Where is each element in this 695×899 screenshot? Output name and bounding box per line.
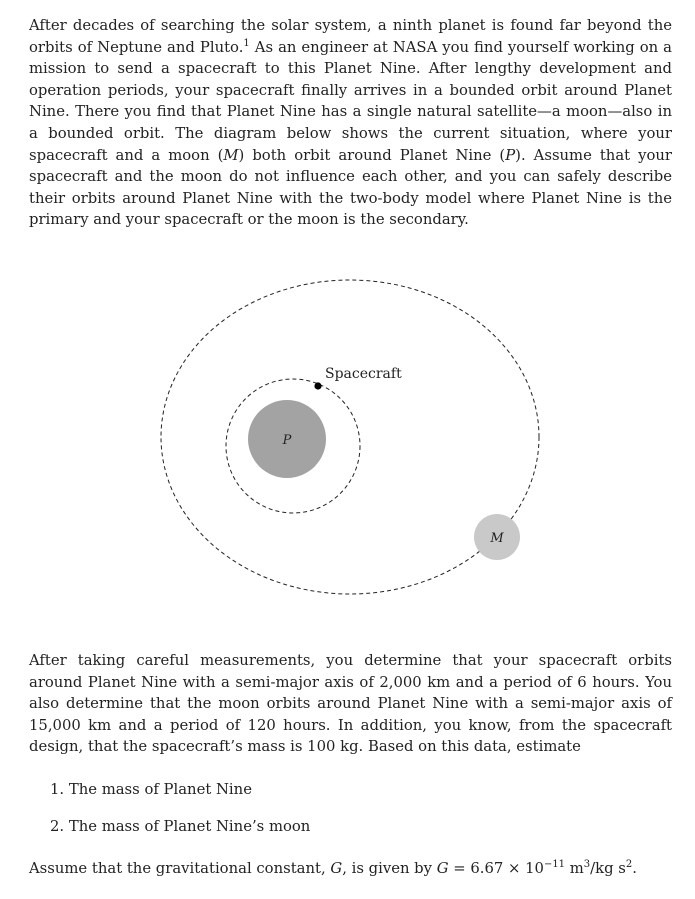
unit-s-exponent: 2 xyxy=(625,859,633,870)
task-list xyxy=(50,779,310,853)
constant-text-2: , is given by xyxy=(342,860,437,877)
list-item-number: 2. xyxy=(50,818,65,835)
intro-text-2: As an engineer at NASA you find yourself working on a mission to send a spacecraft to this Planet Nine. After lengthy development and operation periods, your spacecraft finally arrives in a bounded orbit around Planet Nine. There you find that Planet Nine has a single natural satellite—a moon—also in a bounded orbit. The diagram below shows the current situation, where your spacecraft and a moon ( xyxy=(29,38,672,164)
spacecraft-dot xyxy=(314,382,321,389)
constant-paragraph xyxy=(29,858,672,880)
unit-meter: m xyxy=(565,860,584,877)
symbol-g-expr: G xyxy=(436,860,449,877)
list-item-text: The mass of Planet Nine’s moon xyxy=(68,818,311,835)
unit-meter-exponent: 3 xyxy=(583,859,591,870)
footnote-marker[interactable]: 1 xyxy=(243,37,250,49)
unit-kg-s: /kg s xyxy=(590,860,626,877)
symbol-g: G xyxy=(330,860,343,877)
spacecraft-label: Spacecraft xyxy=(325,366,402,382)
constant-text-1: Assume that the gravitational constant, xyxy=(29,860,331,877)
list-item-text: The mass of Planet Nine xyxy=(68,781,252,798)
symbol-moon: M xyxy=(223,146,239,164)
list-item-number: 1. xyxy=(50,781,65,798)
intro-text-3: ) both orbit around Planet Nine ( xyxy=(238,146,506,164)
constant-suffix: . xyxy=(632,860,637,877)
constant-expression: = 6.67 × 10 xyxy=(448,860,544,877)
constant-exponent: −11 xyxy=(543,859,566,870)
list-item xyxy=(50,816,310,853)
intro-text-1: After decades of searching the solar system, a ninth planet is found far beyond the orbits of Neptune and Pluto. xyxy=(29,17,672,56)
list-item xyxy=(50,779,310,816)
symbol-planet: P xyxy=(505,146,516,164)
intro-text-4: ). Assume that your spacecraft and the moon do not influence each other, and you can safely describe their orbits around Planet Nine with the two-body model where Planet Nine is the primary and your spacecraft or the moon is the secondary. xyxy=(29,146,672,229)
moon-label: M xyxy=(490,531,504,546)
measurements-paragraph: After taking careful measurements, you determine that your spacecraft orbits around Planet Nine with a semi-major axis of 2,000 km and a period of 6 hours. You also determine that the moon orbits around Planet Nine with a semi-major axis of 15,000 km and a period of 120 hours. In addition, you know, from the spacecraft design, that the spacecraft’s mass is 100 kg. Based on this data, estimate xyxy=(29,652,672,756)
planet-label: P xyxy=(282,433,292,448)
